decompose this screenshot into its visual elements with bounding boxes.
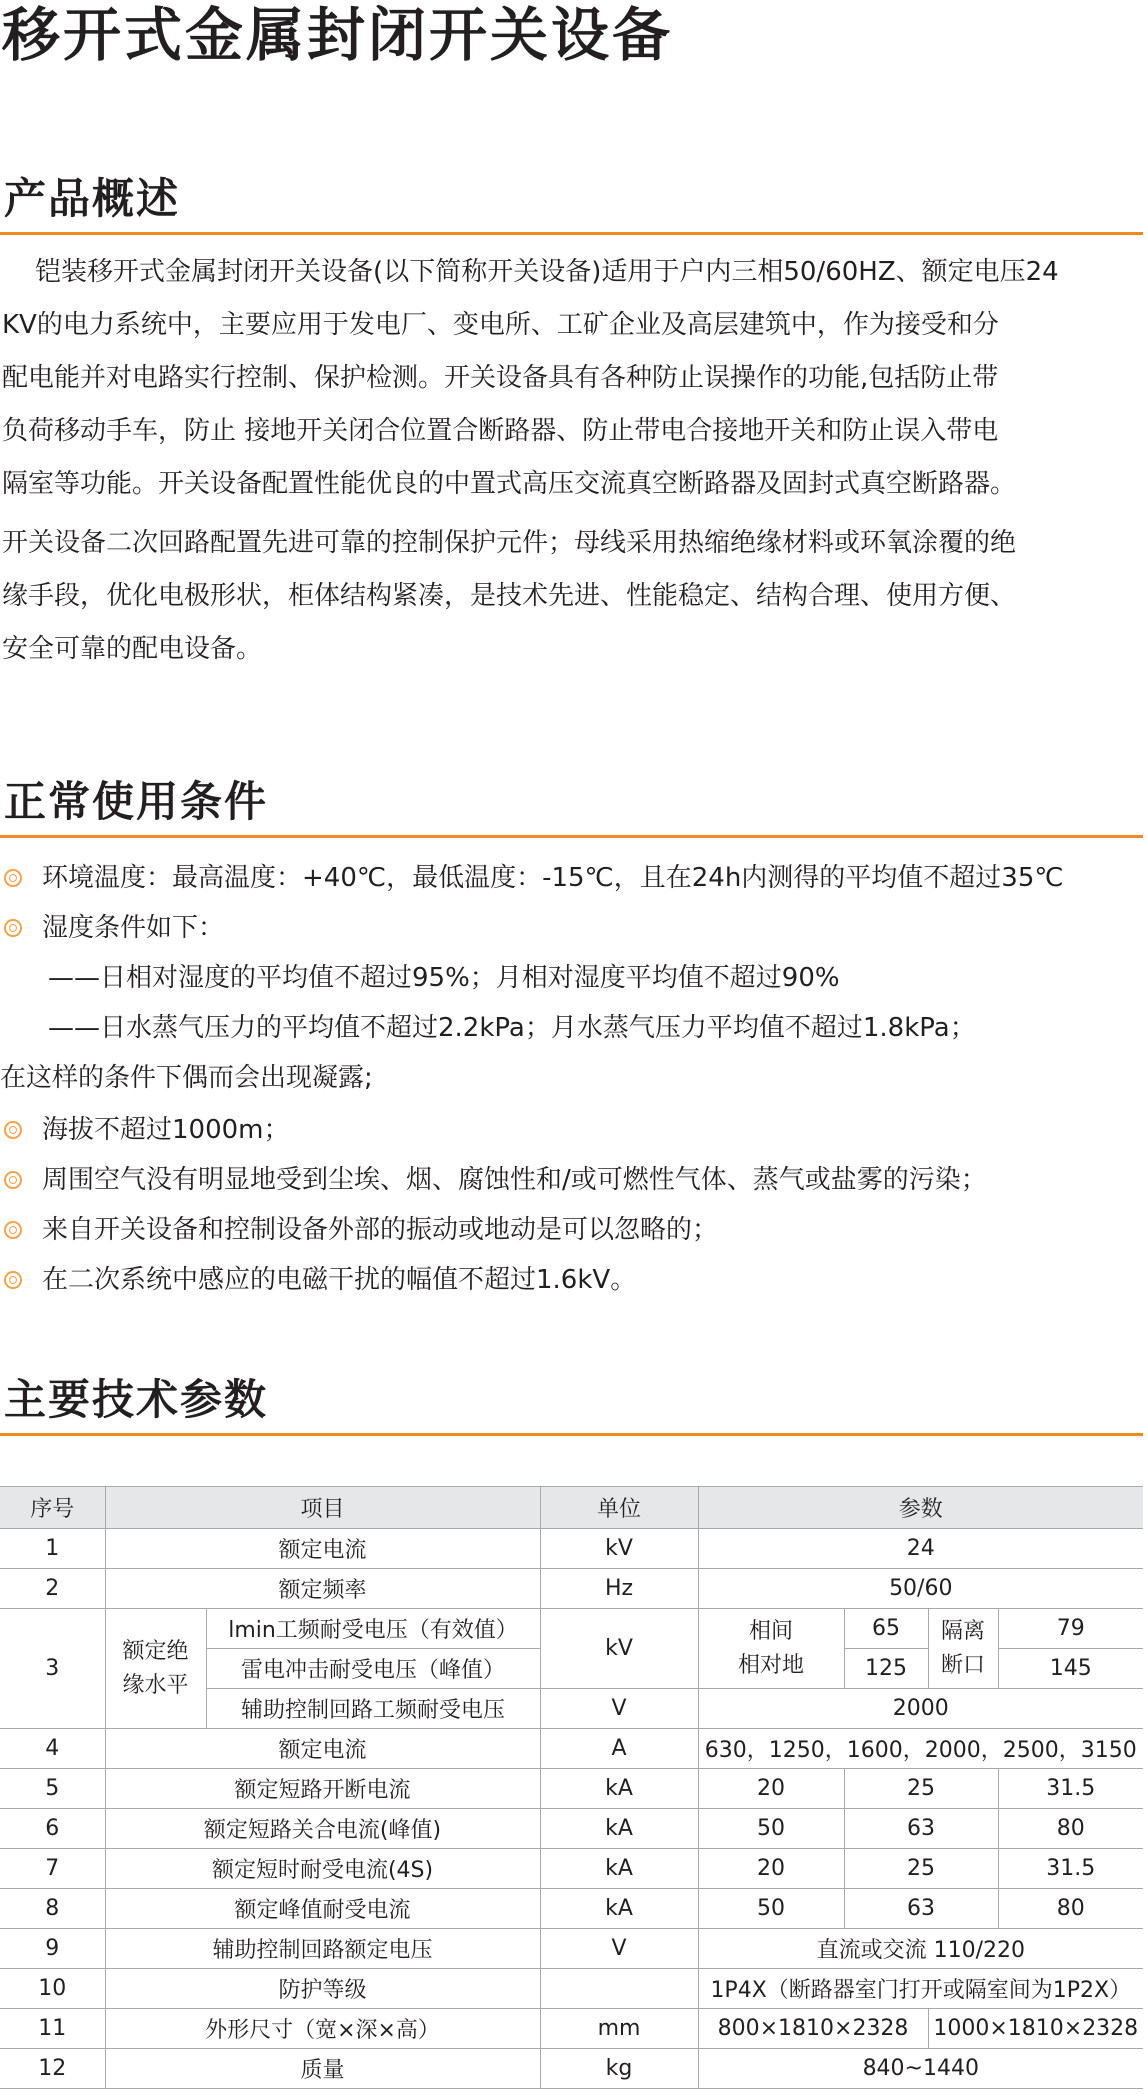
row-unit: mm [540, 2009, 698, 2049]
row-unit: kV [540, 1609, 698, 1689]
isolation-label-line: 断口 [941, 1652, 986, 1678]
row-value: 840~1440 [698, 2049, 1143, 2089]
condition-text: 环境温度：最高温度：+40℃，最低温度：-15℃，且在24h内测得的平均值不超过35℃ [42, 863, 1064, 893]
circle-bullet-icon [4, 869, 22, 887]
condition-item [4, 1210, 718, 1250]
phase-label-line: 相间 [749, 1618, 794, 1644]
row-value: 50/60 [698, 1569, 1143, 1609]
row-item: 额定电流 [105, 1729, 540, 1769]
row-unit: kV [540, 1529, 698, 1569]
table-row [0, 1769, 1143, 1809]
row-value: 50 [698, 1809, 844, 1849]
row-item: lmin工频耐受电压（有效值） [206, 1609, 540, 1649]
condition-item [4, 908, 224, 948]
specs-divider [0, 1433, 1143, 1436]
condition-subitem: ——日相对湿度的平均值不超过95%；月相对湿度平均值不超过90% [48, 963, 840, 993]
condition-text: 来自开关设备和控制设备外部的振动或地动是可以忽略的； [42, 1215, 719, 1245]
row-value: 2000 [698, 1689, 1143, 1729]
row-no: 12 [0, 2049, 105, 2089]
overview-line: 隔室等功能。开关设备配置性能优良的中置式高压交流真空断路器及固封式真空断路器。 [2, 469, 1017, 499]
table-row [0, 1569, 1143, 1609]
table-row [0, 1729, 1143, 1769]
conditions-divider [0, 835, 1143, 838]
table-row [0, 2049, 1143, 2089]
row-item: 额定频率 [105, 1569, 540, 1609]
row-value: 直流或交流 110/220 [698, 1929, 1143, 1969]
row-value: 24 [698, 1529, 1143, 1569]
row-item: 雷电冲击耐受电压（峰值） [206, 1649, 540, 1689]
overview-line: KV的电力系统中，主要应用于发电厂、变电所、工矿企业及高层建筑中，作为接受和分 [2, 310, 999, 340]
row-item: 防护等级 [105, 1969, 540, 2009]
row-item: 额定短路开断电流 [105, 1769, 540, 1809]
row-no: 10 [0, 1969, 105, 2009]
circle-bullet-icon [4, 1171, 22, 1189]
row-no: 7 [0, 1849, 105, 1889]
condition-item [4, 1110, 290, 1150]
row-item: 额定峰值耐受电流 [105, 1889, 540, 1929]
row-value: 1P4X（断路器室门打开或隔室间为1P2X） [698, 1969, 1143, 2009]
row-unit: kA [540, 1769, 698, 1809]
row-no: 5 [0, 1769, 105, 1809]
overview-line: 铠装移开式金属封闭开关设备(以下简称开关设备)适用于户内三相50/60HZ、额定电压24 [2, 257, 1059, 287]
table-row [0, 1929, 1143, 1969]
condition-item [4, 1260, 636, 1300]
phase-label-line: 相对地 [738, 1652, 805, 1678]
row-item: 额定短路关合电流(峰值) [105, 1809, 540, 1849]
row-value: 800×1810×2328 [698, 2009, 928, 2049]
row-value: 20 [698, 1769, 844, 1809]
table-row [0, 1849, 1143, 1889]
table-row [0, 1809, 1143, 1849]
phase-value: 65 [844, 1609, 928, 1649]
circle-bullet-icon [4, 919, 22, 937]
condition-text: 海拔不超过1000m； [42, 1115, 290, 1145]
group-label-line: 额定绝 [122, 1638, 189, 1664]
row-unit: kA [540, 1849, 698, 1889]
table-header-row [0, 1487, 1143, 1529]
row-no: 4 [0, 1729, 105, 1769]
row-no: 3 [0, 1609, 105, 1729]
row-item: 外形尺寸（宽×深×高） [105, 2009, 540, 2049]
row-value: 80 [998, 1889, 1143, 1929]
row-value: 25 [844, 1769, 998, 1809]
row-unit: A [540, 1729, 698, 1769]
circle-bullet-icon [4, 1221, 22, 1239]
overview-line: 开关设备二次回路配置先进可靠的控制保护元件；母线采用热缩绝缘材料或环氧涂覆的绝 [2, 528, 1017, 558]
header-params: 参数 [698, 1487, 1143, 1529]
condition-note: 在这样的条件下偶而会出现凝露; [0, 1063, 373, 1093]
overview-line: 配电能并对电路实行控制、保护检测。开关设备具有各种防止误操作的功能,包括防止带 [2, 363, 999, 393]
phase-value: 125 [844, 1649, 928, 1689]
row-value: 63 [844, 1809, 998, 1849]
row-unit: Hz [540, 1569, 698, 1609]
row-no: 9 [0, 1929, 105, 1969]
row-item: 额定短时耐受电流(4S) [105, 1849, 540, 1889]
overview-heading: 产品概述 [4, 174, 181, 223]
overview-line: 安全可靠的配电设备。 [2, 634, 263, 664]
row-no: 6 [0, 1809, 105, 1849]
circle-bullet-icon [4, 1271, 22, 1289]
overview-line: 缘手段，优化电极形状，柜体结构紧凑，是技术先进、性能稳定、结构合理、使用方便、 [2, 581, 1017, 611]
header-no: 序号 [0, 1487, 105, 1529]
row-value: 31.5 [998, 1849, 1143, 1889]
row-value: 63 [844, 1889, 998, 1929]
isolation-value: 145 [998, 1649, 1143, 1689]
isolation-value: 79 [998, 1609, 1143, 1649]
row-unit: V [540, 1689, 698, 1729]
row-unit: kA [540, 1809, 698, 1849]
table-row [0, 1889, 1143, 1929]
row-no: 11 [0, 2009, 105, 2049]
row-value: 630，1250，1600，2000，2500，3150 [698, 1729, 1143, 1769]
condition-item [4, 1160, 987, 1200]
row-value: 31.5 [998, 1769, 1143, 1809]
row-item: 辅助控制回路工频耐受电压 [206, 1689, 540, 1729]
row-item: 额定电流 [105, 1529, 540, 1569]
page-title: 移开式金属封闭开关设备 [2, 1, 674, 69]
row-no: 2 [0, 1569, 105, 1609]
row-value: 25 [844, 1849, 998, 1889]
row-no: 1 [0, 1529, 105, 1569]
row-unit: kg [540, 2049, 698, 2089]
header-item: 项目 [105, 1487, 540, 1529]
row-value: 20 [698, 1849, 844, 1889]
specs-heading: 主要技术参数 [4, 1375, 269, 1424]
isolation-label [928, 1609, 998, 1689]
overview-line: 负荷移动手车，防止 接地开关闭合位置合断路器、防止带电合接地开关和防止误入带电 [2, 416, 999, 446]
row-value: 80 [998, 1809, 1143, 1849]
spec-table [0, 1486, 1143, 2089]
row-unit: V [540, 1929, 698, 1969]
condition-text: 湿度条件如下： [42, 913, 225, 943]
row-item: 辅助控制回路额定电压 [105, 1929, 540, 1969]
table-row [0, 1969, 1143, 2009]
conditions-heading: 正常使用条件 [4, 777, 269, 826]
row-value: 50 [698, 1889, 844, 1929]
overview-divider [0, 232, 1143, 235]
condition-text: 在二次系统中感应的电磁干扰的幅值不超过1.6kV。 [42, 1265, 637, 1295]
isolation-label-line: 隔离 [941, 1618, 986, 1644]
row-no: 8 [0, 1889, 105, 1929]
row-unit: kA [540, 1889, 698, 1929]
row-value: 1000×1810×2328 [928, 2009, 1143, 2049]
header-unit: 单位 [540, 1487, 698, 1529]
condition-item [4, 858, 1064, 898]
table-row [0, 1529, 1143, 1569]
condition-text: 周围空气没有明显地受到尘埃、烟、腐蚀性和/或可燃性气体、蒸气或盐雾的污染； [42, 1165, 987, 1195]
table-row [0, 2009, 1143, 2049]
condition-subitem: ——日水蒸气压力的平均值不超过2.2kPa；月水蒸气压力平均值不超过1.8kPa； [48, 1013, 976, 1043]
insulation-group-label [105, 1609, 206, 1729]
table-row [0, 1609, 1143, 1649]
row-unit [540, 1969, 698, 2009]
group-label-line: 缘水平 [122, 1672, 189, 1698]
row-item: 质量 [105, 2049, 540, 2089]
phase-label [698, 1609, 844, 1689]
circle-bullet-icon [4, 1121, 22, 1139]
